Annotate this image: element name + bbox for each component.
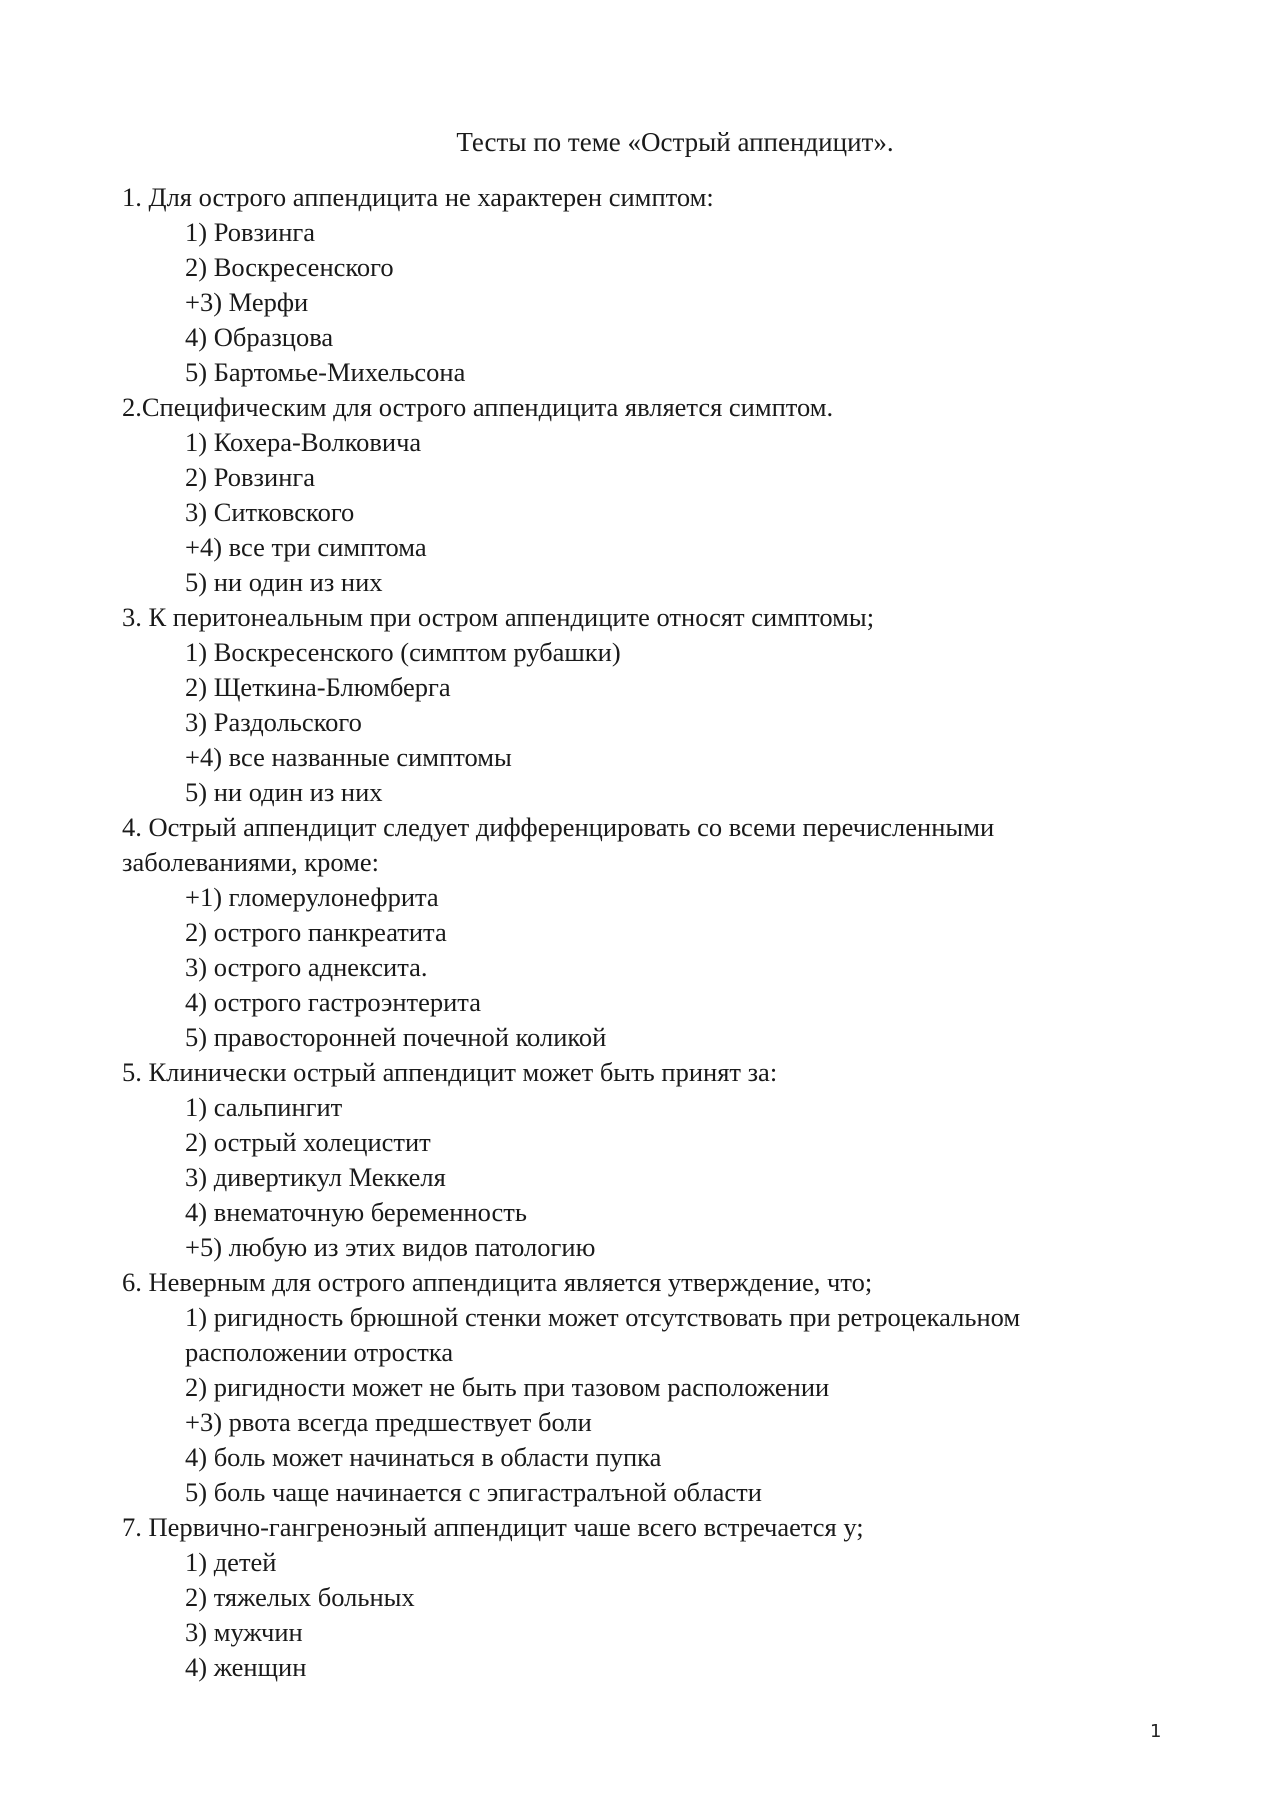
answer-options bbox=[122, 1300, 1162, 1510]
answer-option-correct: +4) все названные симптомы bbox=[185, 742, 512, 772]
question-4 bbox=[122, 810, 1162, 1055]
question-6 bbox=[122, 1265, 1162, 1510]
answer-option-correct: +3) Мерфи bbox=[185, 287, 309, 317]
answer-option: 1) ригидность брюшной стенки может отсутствовать при ретроцекальном расположении отростка bbox=[185, 1302, 1021, 1367]
answer-option: 2) острый холецистит bbox=[185, 1127, 431, 1157]
answer-option: 4) Образцова bbox=[185, 322, 334, 352]
answer-option: 5) боль чаще начинается с эпигастралъной области bbox=[185, 1477, 762, 1507]
answer-option: 1) Ровзинга bbox=[185, 217, 316, 247]
answer-options bbox=[122, 1545, 1162, 1685]
answer-option: 5) ни один из них bbox=[185, 777, 383, 807]
question-5 bbox=[122, 1055, 1162, 1265]
answer-options bbox=[122, 880, 1162, 1055]
test-content bbox=[122, 180, 1162, 1685]
question-text: 2.Специфическим для острого аппендицита является симптом. bbox=[122, 392, 834, 422]
answer-option: 2) ригидности может не быть при тазовом расположении bbox=[185, 1372, 830, 1402]
answer-option: 4) женщин bbox=[185, 1652, 307, 1682]
question-text: 3. К перитонеальным при остром аппендиците относят симптомы; bbox=[122, 602, 875, 632]
answer-option-correct: +1) гломерулонефрита bbox=[185, 882, 439, 912]
question-3 bbox=[122, 600, 1162, 810]
answer-option-correct: +3) рвота всегда предшествует боли bbox=[185, 1407, 592, 1437]
answer-options bbox=[122, 1090, 1162, 1265]
question-text: 5. Клинически острый аппендицит может быть принят за: bbox=[122, 1057, 778, 1087]
page-number: 1 bbox=[1150, 1721, 1162, 1742]
answer-option-correct: +4) все три симптома bbox=[185, 532, 427, 562]
question-7 bbox=[122, 1510, 1162, 1685]
question-text: 1. Для острого аппендицита не характерен симптом: bbox=[122, 182, 714, 212]
page-title: Тесты по теме «Острый аппендицит». bbox=[456, 127, 894, 157]
answer-option: 2) Щеткина-Блюмберга bbox=[185, 672, 451, 702]
answer-options bbox=[122, 215, 1162, 390]
answer-option: 4) острого гастроэнтерита bbox=[185, 987, 481, 1017]
answer-option-correct: +5) любую из этих видов патологию bbox=[185, 1232, 596, 1262]
answer-option: 2) тяжелых больных bbox=[185, 1582, 415, 1612]
question-1 bbox=[122, 180, 1162, 390]
answer-option: 5) Бартомье-Михельсона bbox=[185, 357, 466, 387]
question-2 bbox=[122, 390, 1162, 600]
question-text: 4. Острый аппендицит следует дифференцировать со всеми перечисленными заболеваниями, кроме: bbox=[122, 812, 995, 877]
answer-options bbox=[122, 425, 1162, 600]
answer-option: 3) Ситковского bbox=[185, 497, 355, 527]
answer-option: 2) Воскресенского bbox=[185, 252, 394, 282]
answer-option: 4) боль может начинаться в области пупка bbox=[185, 1442, 662, 1472]
answer-option: 5) ни один из них bbox=[185, 567, 383, 597]
answer-option: 5) правосторонней почечной коликой bbox=[185, 1022, 607, 1052]
question-text: 6. Неверным для острого аппендицита является утверждение, что; bbox=[122, 1267, 873, 1297]
answer-option: 3) дивертикул Меккеля bbox=[185, 1162, 446, 1192]
question-text: 7. Первично-гангреноэный аппендицит чаше всего встречается у; bbox=[122, 1512, 864, 1542]
answer-option: 1) детей bbox=[185, 1547, 277, 1577]
answer-option: 2) острого панкреатита bbox=[185, 917, 447, 947]
answer-option: 3) Раздольского bbox=[185, 707, 362, 737]
answer-options bbox=[122, 635, 1162, 810]
answer-option: 1) сальпингит bbox=[185, 1092, 343, 1122]
answer-option: 1) Кохера-Волковича bbox=[185, 427, 422, 457]
answer-option: 2) Ровзинга bbox=[185, 462, 316, 492]
answer-option: 3) острого аднексита. bbox=[185, 952, 428, 982]
answer-option: 3) мужчин bbox=[185, 1617, 303, 1647]
answer-option: 1) Воскресенского (симптом рубашки) bbox=[185, 637, 621, 667]
answer-option: 4) внематочную беременность bbox=[185, 1197, 527, 1227]
